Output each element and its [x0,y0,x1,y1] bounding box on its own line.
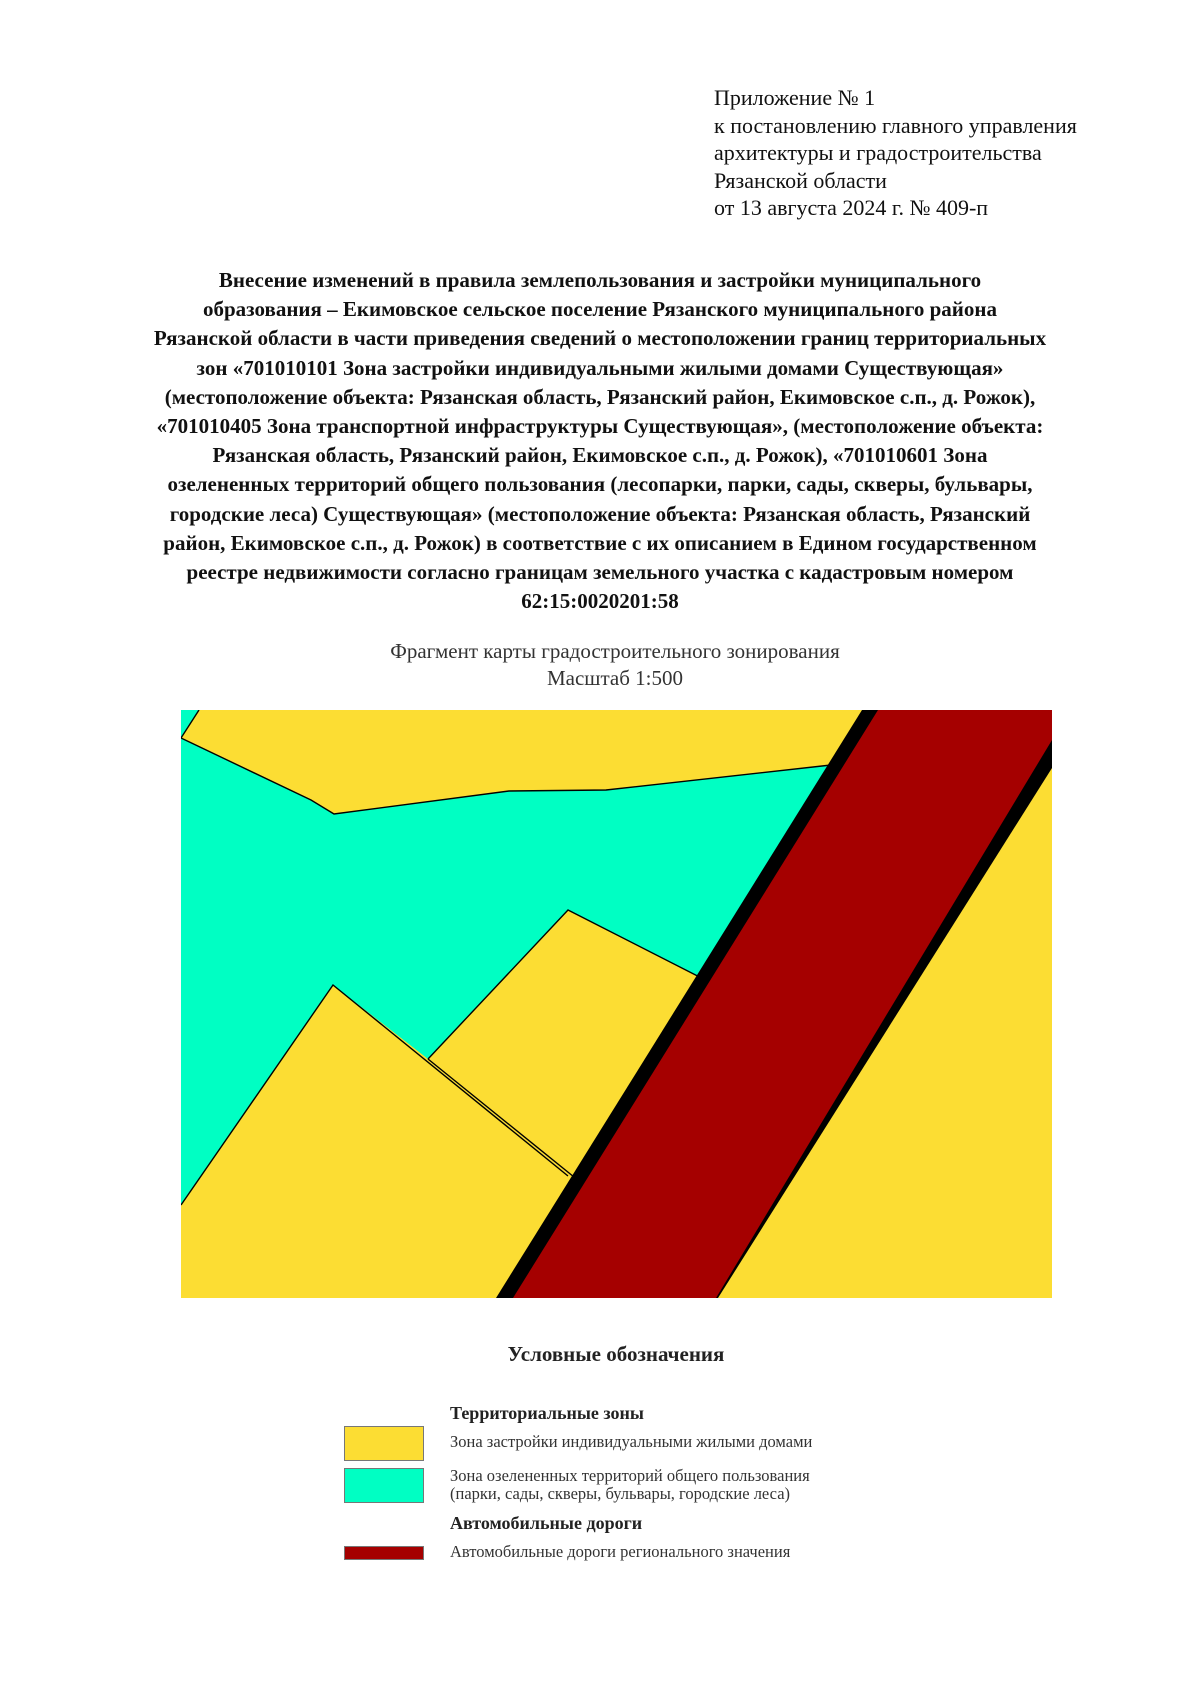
legend-label-green [450,1467,810,1503]
legend-swatch-residential [344,1426,424,1461]
legend-label-road: Автомобильные дороги регионального значения [450,1542,791,1561]
title-line: Рязанская область, Рязанский район, Екимовское с.п., д. Рожок), «701010601 Зона [212,443,988,468]
legend-group-roads: Автомобильные дороги [450,1513,643,1533]
appendix-line: к постановлению главного управления [714,112,1077,138]
title-line: 62:15:0020201:58 [521,589,679,614]
title-line: реестре недвижимости согласно границам земельного участка с кадастровым номером [186,560,1014,585]
legend-group-territorial-zones: Территориальные зоны [450,1403,644,1423]
zoning-map [181,710,1052,1298]
title-line: «701010405 Зона транспортной инфраструктуры Существующая», (местоположение объекта: [156,414,1044,439]
appendix-line: от 13 августа 2024 г. № 409-п [714,195,989,220]
title-line: Рязанской области в части приведения сведений о местоположении границ территориальных [153,326,1047,351]
legend-heading: Условные обозначения [507,1342,725,1366]
legend-swatch-road [344,1546,424,1560]
legend-label-residential: Зона застройки индивидуальными жилыми домами [450,1432,813,1451]
appendix-line: Приложение № 1 [714,85,876,110]
appendix-line: архитектуры и градостроительства [714,140,1042,165]
map-caption [180,638,1050,692]
title-line: образования – Екимовское сельское поселение Рязанского муниципального района [203,297,997,322]
title-line: городские леса) Существующая» (местоположение объекта: Рязанская область, Рязанский [169,501,1031,526]
zoning-map-svg [181,710,1052,1298]
title-line: (местоположение объекта: Рязанская область, Рязанский район, Екимовское с.п., д. Рожок), [164,384,1036,409]
title-line: Внесение изменений в правила землепользования и застройки муниципального [218,268,982,292]
title-line: район, Екимовское с.п., д. Рожок) в соответствие с их описанием в Едином государственном [163,530,1037,555]
legend-label-green-line: (парки, сады, скверы, бульвары, городские леса) [450,1484,791,1503]
map-caption-title: Фрагмент карты градостроительного зонирования [390,639,840,663]
legend-label-green-line: Зона озелененных территорий общего пользования [450,1466,810,1485]
appendix-line: Рязанской области [714,167,887,193]
appendix-block [714,84,1077,222]
map-scale: Масштаб 1:500 [546,666,683,690]
title-line: зон «701010101 Зона застройки индивидуальными жилыми домами Существующая» [196,355,1004,380]
document-title [70,266,1130,616]
legend-swatch-green [344,1468,424,1503]
title-line: озелененных территорий общего пользования (лесопарки, парки, сады, скверы, бульвары, [167,472,1033,497]
